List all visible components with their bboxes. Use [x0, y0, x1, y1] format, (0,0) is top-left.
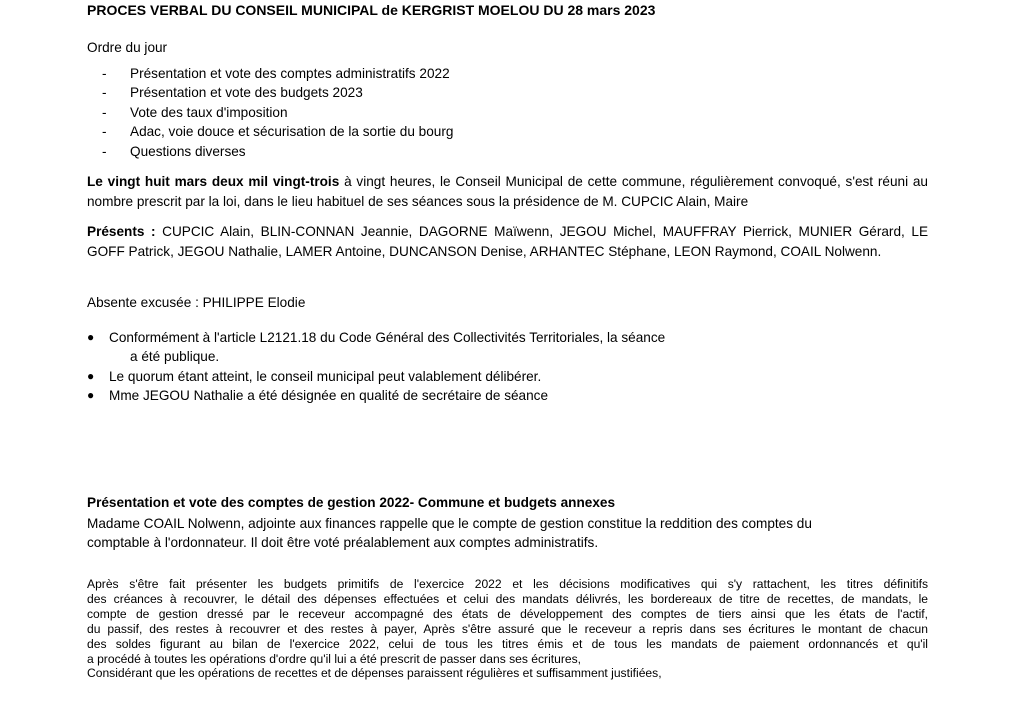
opening-paragraph	[87, 172, 928, 211]
bullet-text: Le quorum étant atteint, le conseil municipal peut valablement délibérer.	[109, 368, 542, 384]
body-line: du passif, des restes à recouvrer et des restes à payer, Après s'être assuré que le receveur a repris dans ses écritures le montant de chacun	[87, 621, 928, 636]
bullet-item	[87, 367, 665, 386]
body-line: Après s'être fait présenter les budgets primitifs de l'exercice 2022 et les décisions modificatives qui s'y rattachent, les titres définitifs	[87, 577, 928, 591]
section-body	[87, 577, 928, 681]
document-title: PROCES VERBAL DU CONSEIL MUNICIPAL de KERGRIST MOELOU DU 28 mars 2023	[87, 2, 656, 18]
agenda-heading: Ordre du jour	[87, 40, 168, 55]
presents-label: Présents :	[87, 224, 156, 239]
body-line: des soldes figurant au bilan de l'exercice 2022, celui de tous les titres émis et de tous les mandats de paiement ordonnancés et qu'il	[87, 636, 928, 651]
agenda-item-text: Présentation et vote des comptes administratifs 2022	[130, 66, 450, 81]
body-line: Considérant que les opérations de recettes et de dépenses paraissent régulières et suffisamment justifiées,	[87, 666, 662, 681]
agenda-item-text: Questions diverses	[130, 143, 246, 159]
agenda-marker: -	[102, 143, 107, 159]
opening-text: à vingt heures, le Conseil Municipal de cette commune, régulièrement convoqué, s'est réuni au nombre prescrit par la loi, dans le lieu habituel de ses séances sous la présidence de M. CUPCIC Alain, Maire	[87, 174, 928, 209]
agenda-item	[102, 64, 453, 83]
absent-line: Absente excusée : PHILIPPE Elodie	[87, 295, 306, 310]
agenda-item	[102, 103, 453, 122]
agenda-marker: -	[102, 104, 107, 120]
agenda-item-text: Présentation et vote des budgets 2023	[130, 85, 363, 101]
agenda-item	[102, 142, 453, 161]
bullet-marker: ●	[87, 368, 95, 383]
body-line: des créances à recouvrer, le détail des dépenses effectuées et celui des mandats délivrés, les bordereaux de titre de recettes, de mandats, le	[87, 591, 928, 606]
presents-paragraph	[87, 222, 928, 261]
agenda-item-text: Vote des taux d'imposition	[130, 104, 288, 120]
body-line: compte de gestion dressé par le receveur accompagné des états de développement des comptes de tiers ainsi que les états de l'actif,	[87, 606, 928, 621]
bullet-item	[87, 386, 665, 405]
section-title: Présentation et vote des comptes de gestion 2022- Commune et budgets annexes	[87, 495, 616, 510]
bullet-item	[87, 328, 665, 367]
agenda-item-text: Adac, voie douce et sécurisation de la sortie du bourg	[130, 124, 454, 140]
bullet-text: Conformément à l'article L2121.18 du Code Général des Collectivités Territoriales, la séance	[109, 330, 666, 345]
agenda-marker: -	[102, 85, 107, 101]
section-intro-line: Madame COAIL Nolwenn, adjointe aux finances rappelle que le compte de gestion constitue la reddition des comptes du	[87, 516, 812, 531]
bullet-list	[87, 328, 665, 406]
agenda-list	[102, 64, 453, 161]
presents-names: CUPCIC Alain, BLIN-CONNAN Jeannie, DAGORNE Maïwenn, JEGOU Michel, MAUFFRAY Pierrick, MUNIER Gérard, LE GOFF Patrick, JEGOU Nathalie, LAMER Antoine, DUNCANSON Denise, ARHANTEC Stéphane, LEON Raymond, COAIL Nolwenn.	[87, 224, 929, 259]
bullet-marker: ●	[87, 330, 95, 344]
bullet-marker: ●	[87, 388, 95, 403]
opening-date: Le vingt huit mars deux mil vingt-trois	[87, 174, 340, 189]
agenda-item	[102, 122, 453, 141]
agenda-marker: -	[102, 66, 107, 81]
bullet-text: Mme JEGOU Nathalie a été désignée en qualité de secrétaire de séance	[109, 388, 549, 404]
agenda-item	[102, 83, 453, 102]
bullet-text-continuation: a été publique.	[130, 349, 220, 365]
body-line: a procédé à toutes les opérations d'ordre qu'il lui a été prescrit de passer dans ses écritures,	[87, 651, 582, 666]
section-intro-line: comptable à l'ordonnateur. Il doit être voté préalablement aux comptes administratifs.	[87, 535, 599, 550]
agenda-marker: -	[102, 124, 107, 140]
